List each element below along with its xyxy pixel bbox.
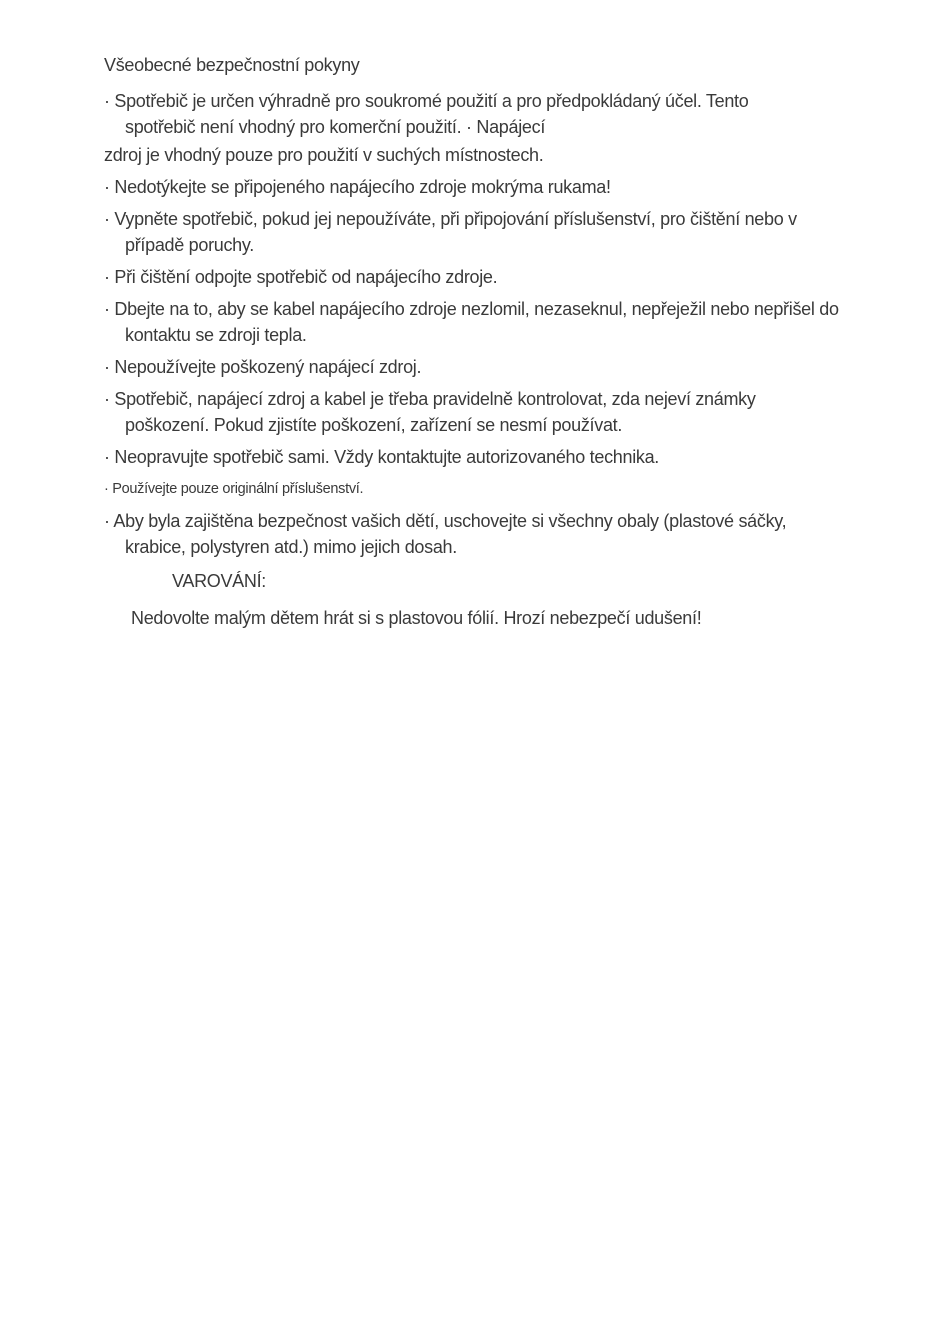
text-line: poškození. Pokud zjistíte poškození, zařízení se nesmí používat. <box>125 415 623 435</box>
document-body <box>104 50 914 633</box>
text-line: · Dbejte na to, aby se kabel napájecího zdroje nezlomil, nezaseknul, nepřeježil nebo nepřišel do <box>104 299 839 319</box>
text-line: · Při čištění odpojte spotřebič od napájecího zdroje. <box>104 267 498 287</box>
text-line: zdroj je vhodný pouze pro použití v suchých místnostech. <box>104 145 544 165</box>
text-line: · Spotřebič, napájecí zdroj a kabel je třeba pravidelně kontrolovat, zda nejeví známky <box>104 389 756 409</box>
text-line: · Spotřebič je určen výhradně pro soukromé použití a pro předpokládaný účel. Tento <box>104 91 749 111</box>
text-line: · Neopravujte spotřebič sami. Vždy kontaktujte autorizovaného technika. <box>104 447 660 467</box>
text-line: VAROVÁNÍ: <box>172 571 266 591</box>
text-line: kontaktu se zdroji tepla. <box>125 325 307 345</box>
text-line: krabice, polystyren atd.) mimo jejich dosah. <box>125 537 457 557</box>
text-line: · Používejte pouze originální příslušenství. <box>104 481 364 497</box>
text-line: případě poruchy. <box>125 235 254 255</box>
text-line: · Aby byla zajištěna bezpečnost vašich dětí, uschovejte si všechny obaly (plastové sáčky, <box>104 511 787 531</box>
document-heading: Všeobecné bezpečnostní pokyny <box>104 55 360 75</box>
text-line: Nedovolte malým dětem hrát si s plastovou fólií. Hrozí nebezpečí udušení! <box>131 608 702 628</box>
document-lines <box>104 86 914 633</box>
text-line: · Nedotýkejte se připojeného napájecího zdroje mokrýma rukama! <box>104 177 611 197</box>
text-line: spotřebič není vhodný pro komerční použití. · Napájecí <box>125 117 546 137</box>
text-line: · Vypněte spotřebič, pokud jej nepoužíváte, při připojování příslušenství, pro čištění nebo v <box>104 209 797 229</box>
text-line: · Nepoužívejte poškozený napájecí zdroj. <box>104 357 422 377</box>
